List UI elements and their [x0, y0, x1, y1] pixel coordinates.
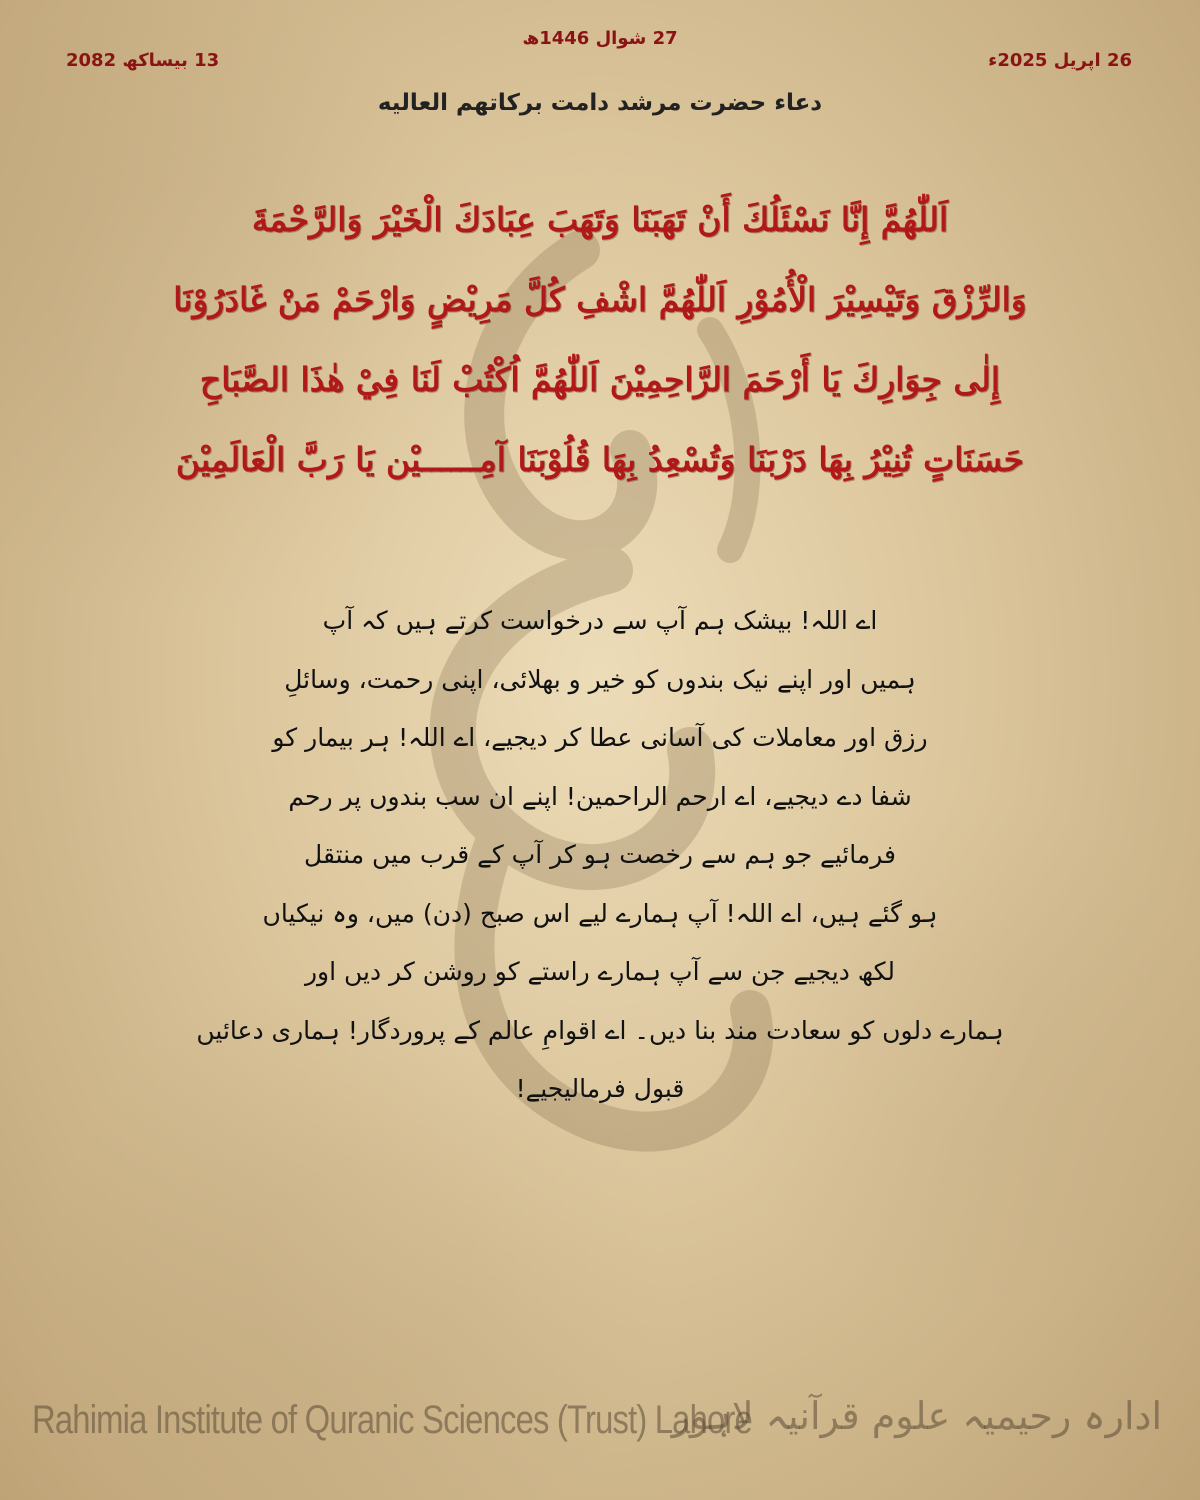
urdu-line: ہمارے دلوں کو سعادت مند بنا دیں۔ اے اقوامِ عالم کے پروردگار! ہماری دعائیں	[196, 1015, 1004, 1045]
arabic-line: إِلٰى جِوَارِكَ يَا أَرْحَمَ الرَّاحِمِيْنَ اَللّٰهُمَّ اُكْتُبْ لَنَا فِيْ هٰذَا الصَّبَاحِ	[199, 360, 1001, 399]
hijri-date: 27 شوال 1446ھ	[522, 28, 678, 49]
arabic-line: حَسَنَاتٍ تُنِيْرُ بِهَا دَرْبَنَا وَتُسْعِدُ بِهَا قُلُوْبَنَا آمِــــــيْن يَا رَبَّ الْعَالَمِيْنَ	[175, 440, 1025, 479]
urdu-line: شفا دے دیجیے، اے ارحم الراحمین! اپنے ان سب بندوں پر رحم	[288, 781, 912, 811]
institute-footer	[0, 1388, 1200, 1468]
arabic-line: وَالرِّزْقَ وَتَيْسِيْرَ الْأُمُوْرِ اَللّٰهُمَّ اشْفِ كُلَّ مَرِيْضٍ وَارْحَمْ مَنْ غَادَرُوْنَا	[173, 280, 1027, 319]
gregorian-date: 26 اپریل 2025ء	[988, 50, 1132, 71]
arabic-dua	[60, 180, 1140, 500]
institute-name-english: Rahimia Institute of Quranic Sciences (Trust) Lahore	[32, 1398, 752, 1442]
urdu-translation	[110, 592, 1090, 1119]
urdu-line: رزق اور معاملات کی آسانی عطا کر دیجیے، اے اللہ! ہر بیمار کو	[272, 723, 928, 752]
arabic-line: اَللّٰهُمَّ إِنَّا نَسْئَلُكَ أَنْ تَهَبَنَا وَتَهَبَ عِبَادَكَ الْخَيْرَ وَالرَّحْمَةَ	[251, 200, 949, 239]
urdu-line: ہو گئے ہیں، اے اللہ! آپ ہمارے لیے اس صبح (دن) میں، وہ نیکیاں	[262, 898, 938, 928]
institute-name-urdu: ادارہ رحیمیہ علوم قرآنیہ لاہور	[671, 1394, 1162, 1438]
urdu-line: فرمائیے جو ہم سے رخصت ہو کر آپ کے قرب میں منتقل	[304, 840, 896, 869]
urdu-line: اے اللہ! بیشک ہم آپ سے درخواست کرتے ہیں کہ آپ	[322, 606, 878, 635]
page-title: دعاء حضرت مرشد دامت برکاتهم العالیه	[377, 90, 823, 116]
urdu-line: ہمیں اور اپنے نیک بندوں کو خیر و بھلائی، اپنی رحمت، وسائلِ	[284, 664, 916, 694]
urdu-line: لکھ دیجیے جن سے آپ ہمارے راستے کو روشن کر دیں اور	[304, 957, 896, 986]
bikrami-date: 13 بیساکھ 2082	[66, 50, 220, 71]
urdu-line: قبول فرمالیجیے!	[515, 1074, 685, 1103]
